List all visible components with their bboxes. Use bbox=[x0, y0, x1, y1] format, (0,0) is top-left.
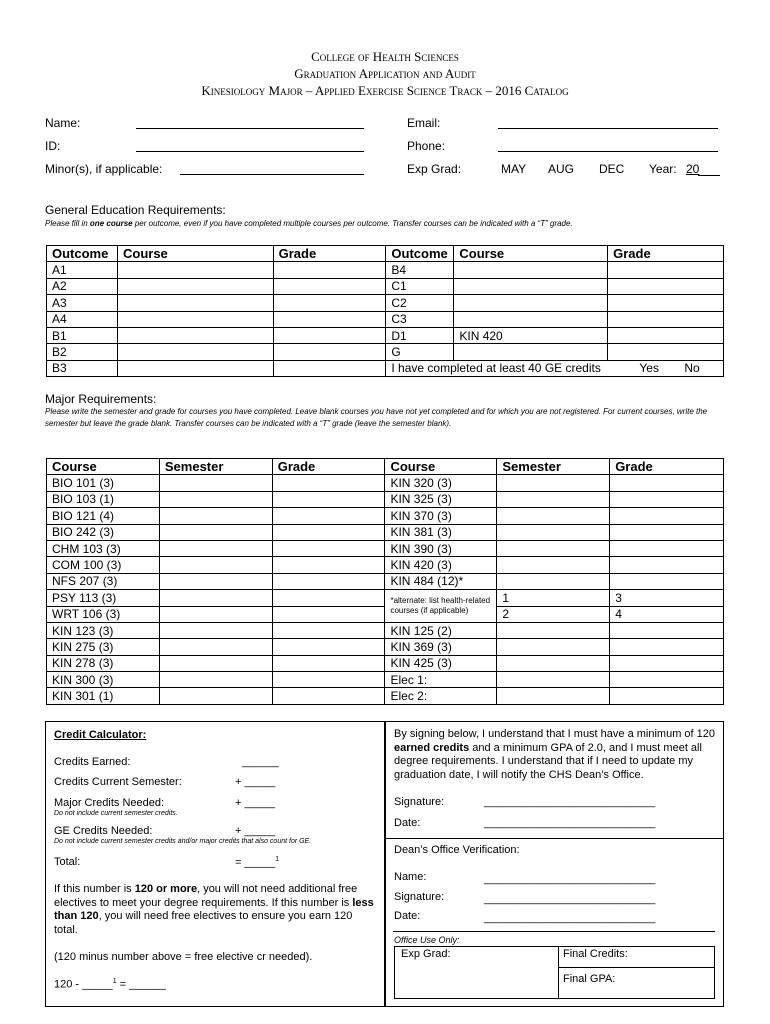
semester-cell[interactable] bbox=[497, 475, 610, 491]
dean-signature-label: Signature: bbox=[394, 891, 445, 903]
course-cell[interactable] bbox=[117, 262, 273, 278]
semester-cell[interactable] bbox=[159, 606, 272, 622]
office-title: Office Use Only: bbox=[394, 935, 460, 945]
semester-cell[interactable] bbox=[159, 524, 272, 540]
outcome-cell: C3 bbox=[386, 311, 454, 327]
table-row bbox=[47, 475, 724, 491]
course-cell: KIN 484 (12)* bbox=[385, 573, 497, 589]
course-cell[interactable] bbox=[454, 278, 608, 294]
course-cell: KIN 123 (3) bbox=[47, 622, 160, 638]
table-row bbox=[47, 639, 724, 655]
grade-cell[interactable] bbox=[610, 639, 724, 655]
semester-cell[interactable] bbox=[159, 672, 272, 688]
column-header: Outcome bbox=[47, 246, 118, 262]
course-cell[interactable] bbox=[117, 327, 273, 343]
dean-date-field[interactable]: ____________________________ bbox=[484, 912, 656, 924]
student-signature-field[interactable]: ____________________________ bbox=[484, 796, 656, 808]
major-needed-field[interactable]: + _____ bbox=[235, 797, 276, 809]
table-row bbox=[47, 327, 724, 343]
course-cell: CHM 103 (3) bbox=[47, 540, 160, 556]
grade-cell[interactable]: 3 bbox=[610, 590, 724, 606]
grade-cell[interactable] bbox=[610, 475, 724, 491]
office-final-credits: Final Credits: bbox=[563, 948, 628, 960]
course-cell: KIN 125 (2) bbox=[385, 622, 497, 638]
office-divider-vertical bbox=[558, 946, 559, 999]
course-cell: KIN 425 (3) bbox=[385, 655, 497, 671]
grade-cell[interactable] bbox=[608, 295, 724, 311]
grade-cell[interactable] bbox=[273, 278, 386, 294]
year-field[interactable] bbox=[698, 175, 720, 176]
grade-cell[interactable] bbox=[610, 508, 724, 524]
semester-cell[interactable] bbox=[159, 557, 272, 573]
table-row bbox=[47, 278, 724, 294]
course-cell: BIO 101 (3) bbox=[47, 475, 160, 491]
course-cell[interactable] bbox=[117, 278, 273, 294]
grade-cell[interactable] bbox=[273, 360, 386, 376]
phone-label: Phone: bbox=[407, 139, 446, 153]
course-cell: Elec 1: bbox=[385, 672, 497, 688]
grade-cell[interactable] bbox=[272, 590, 385, 606]
minor-label: Minor(s), if applicable: bbox=[45, 162, 163, 176]
ge-no-option[interactable]: No bbox=[684, 361, 700, 376]
grade-cell[interactable] bbox=[272, 508, 385, 524]
table-row bbox=[47, 590, 724, 606]
grade-cell[interactable] bbox=[608, 311, 724, 327]
office-exp-grad: Exp Grad: bbox=[401, 948, 451, 960]
phone-field[interactable] bbox=[498, 151, 718, 152]
course-cell: KIN 370 (3) bbox=[385, 508, 497, 524]
column-header: Grade bbox=[610, 459, 724, 475]
header-line-2: Graduation Application and Audit bbox=[294, 66, 476, 81]
grade-cell[interactable] bbox=[272, 491, 385, 507]
semester-cell[interactable] bbox=[159, 655, 272, 671]
outcome-cell: A1 bbox=[47, 262, 118, 278]
course-cell: KIN 320 (3) bbox=[385, 475, 497, 491]
course-cell: KIN 381 (3) bbox=[385, 524, 497, 540]
outcome-cell: C1 bbox=[386, 278, 454, 294]
course-cell: WRT 106 (3) bbox=[47, 606, 160, 622]
semester-cell[interactable] bbox=[497, 639, 610, 655]
course-cell[interactable] bbox=[117, 295, 273, 311]
grade-cell[interactable] bbox=[272, 655, 385, 671]
outcome-cell: B2 bbox=[47, 344, 118, 360]
option-dec[interactable]: DEC bbox=[599, 162, 625, 176]
semester-cell[interactable] bbox=[497, 622, 610, 638]
grade-cell[interactable] bbox=[272, 672, 385, 688]
semester-cell[interactable] bbox=[497, 672, 610, 688]
semester-cell[interactable] bbox=[159, 508, 272, 524]
ge-table bbox=[46, 245, 724, 377]
grade-cell[interactable] bbox=[608, 278, 724, 294]
ge-needed-note: Do not include current semester credits and/or major credits that also count for GE. bbox=[54, 838, 312, 845]
name-label: Name: bbox=[45, 116, 81, 130]
table-row bbox=[47, 524, 724, 540]
year-value[interactable]: 20 bbox=[686, 162, 700, 176]
table-row bbox=[47, 246, 724, 262]
ge-needed-field[interactable]: + _____ bbox=[235, 825, 276, 837]
major-needed-note: Do not include current semester credits. bbox=[54, 810, 178, 817]
course-cell: KIN 369 (3) bbox=[385, 639, 497, 655]
course-cell: KIN 301 (1) bbox=[47, 688, 160, 704]
total-label: Total: bbox=[54, 856, 81, 868]
course-cell: KIN 390 (3) bbox=[385, 540, 497, 556]
course-cell[interactable] bbox=[454, 311, 608, 327]
ge-needed-label: GE Credits Needed: bbox=[54, 825, 153, 837]
grade-cell[interactable] bbox=[610, 672, 724, 688]
email-label: Email: bbox=[407, 116, 441, 130]
dean-signature-field[interactable]: ____________________________ bbox=[484, 893, 656, 905]
formula-note: (120 minus number above = free elective cr needed). bbox=[54, 951, 313, 963]
table-row bbox=[47, 540, 724, 556]
grade-cell[interactable] bbox=[608, 327, 724, 343]
grade-cell[interactable] bbox=[273, 311, 386, 327]
course-cell[interactable] bbox=[117, 360, 273, 376]
grade-cell[interactable] bbox=[272, 540, 385, 556]
dean-name-field[interactable]: ____________________________ bbox=[484, 873, 656, 885]
course-cell: BIO 242 (3) bbox=[47, 524, 160, 540]
formula-line[interactable]: 120 - _____$^1$ = ______ bbox=[54, 978, 166, 991]
header-line-1: College of Health Sciences bbox=[311, 49, 459, 64]
semester-cell[interactable] bbox=[497, 688, 610, 704]
outcome-cell: B1 bbox=[47, 327, 118, 343]
table-row bbox=[47, 295, 724, 311]
grade-cell[interactable] bbox=[273, 327, 386, 343]
table-row bbox=[47, 688, 724, 704]
grade-cell[interactable] bbox=[610, 655, 724, 671]
table-row bbox=[47, 672, 724, 688]
semester-cell[interactable] bbox=[497, 655, 610, 671]
major-title: Major Requirements: bbox=[45, 392, 157, 406]
grade-cell[interactable] bbox=[610, 573, 724, 589]
ge-yes-option[interactable]: Yes bbox=[639, 361, 659, 376]
course-cell: BIO 121 (4) bbox=[47, 508, 160, 524]
major-note: Please write the semester and grade for courses you have completed. Leave blank courses you have not yet completed and for which you are not registered. For current courses, write the semester but leave the grade blank. Transfer courses can be indicated with a “T” grade (leave the semester blank). bbox=[45, 407, 708, 428]
course-cell: NFS 207 (3) bbox=[47, 573, 160, 589]
table-row bbox=[47, 262, 724, 278]
grade-cell[interactable] bbox=[273, 344, 386, 360]
semester-cell[interactable] bbox=[159, 540, 272, 556]
course-cell: KIN 325 (3) bbox=[385, 491, 497, 507]
grade-cell[interactable] bbox=[610, 557, 724, 573]
course-cell[interactable] bbox=[454, 262, 608, 278]
id-label: ID: bbox=[45, 139, 61, 153]
semester-cell[interactable] bbox=[159, 491, 272, 507]
grade-cell[interactable] bbox=[272, 606, 385, 622]
semester-cell[interactable] bbox=[159, 590, 272, 606]
grade-cell[interactable] bbox=[272, 639, 385, 655]
course-cell: KIN 300 (3) bbox=[47, 672, 160, 688]
semester-cell[interactable]: 1 bbox=[497, 590, 610, 606]
minor-field[interactable] bbox=[180, 174, 364, 175]
grade-cell[interactable] bbox=[608, 262, 724, 278]
dean-name-label: Name: bbox=[394, 871, 427, 883]
major-needed-label: Major Credits Needed: bbox=[54, 797, 165, 809]
grade-cell[interactable] bbox=[610, 491, 724, 507]
credits-current-label: Credits Current Semester: bbox=[54, 776, 182, 788]
table-row bbox=[47, 622, 724, 638]
column-header: Course bbox=[47, 459, 160, 475]
column-header: Grade bbox=[272, 459, 385, 475]
credits-current-field[interactable]: + _____ bbox=[235, 776, 276, 788]
dean-date-label: Date: bbox=[394, 910, 421, 922]
column-header: Course bbox=[117, 246, 273, 262]
course-cell[interactable] bbox=[117, 344, 273, 360]
course-cell: Elec 2: bbox=[385, 688, 497, 704]
credits-earned-field[interactable]: ______ bbox=[242, 756, 279, 768]
outcome-cell: G bbox=[386, 344, 454, 360]
column-header: Course bbox=[454, 246, 608, 262]
option-may[interactable]: MAY bbox=[501, 162, 527, 176]
course-cell[interactable] bbox=[454, 344, 608, 360]
semester-cell[interactable] bbox=[497, 508, 610, 524]
course-cell: KIN 275 (3) bbox=[47, 639, 160, 655]
course-cell: PSY 113 (3) bbox=[47, 590, 160, 606]
student-date-field[interactable]: ____________________________ bbox=[484, 817, 656, 829]
outcome-cell: A3 bbox=[47, 295, 118, 311]
ge-credits-statement: I have completed at least 40 GE credits bbox=[391, 361, 601, 376]
student-signature-label: Signature: bbox=[394, 796, 445, 808]
office-final-gpa: Final GPA: bbox=[563, 973, 616, 985]
grade-cell[interactable] bbox=[272, 573, 385, 589]
ge-note: Please fill in one course per outcome, even if you have completed multiple courses per outcome. Transfer courses can be indicated with a “T” grade. bbox=[45, 219, 573, 228]
course-cell: COM 100 (3) bbox=[47, 557, 160, 573]
id-field[interactable] bbox=[136, 151, 364, 152]
semester-cell[interactable] bbox=[497, 573, 610, 589]
name-field[interactable] bbox=[136, 128, 364, 129]
outcome-cell: A4 bbox=[47, 311, 118, 327]
grade-cell[interactable] bbox=[610, 540, 724, 556]
signing-statement: By signing below, I understand that I must have a minimum of 120 earned credits and a minimum GPA of 2.0, and I must meet all degree requirements. I understand that if I need to update my graduation date, I will notify the CHS Dean’s Office. bbox=[394, 728, 716, 781]
alternate-note: *alternate: list health-related courses (if applicable) bbox=[385, 590, 497, 623]
column-header: Semester bbox=[159, 459, 272, 475]
column-header: Grade bbox=[273, 246, 386, 262]
total-field[interactable]: = _____$^1$ bbox=[235, 856, 279, 869]
semester-cell[interactable]: 2 bbox=[497, 606, 610, 622]
grade-cell[interactable] bbox=[272, 475, 385, 491]
column-header: Semester bbox=[497, 459, 610, 475]
table-row bbox=[47, 344, 724, 360]
grade-cell[interactable] bbox=[610, 524, 724, 540]
major-table bbox=[46, 458, 724, 705]
outcome-cell: D1 bbox=[386, 327, 454, 343]
semester-cell[interactable] bbox=[159, 688, 272, 704]
course-cell[interactable] bbox=[117, 311, 273, 327]
outcome-cell: C2 bbox=[386, 295, 454, 311]
outcome-cell: B4 bbox=[386, 262, 454, 278]
option-aug[interactable]: AUG bbox=[548, 162, 575, 176]
table-row bbox=[47, 491, 724, 507]
email-field[interactable] bbox=[498, 128, 718, 129]
semester-cell[interactable] bbox=[159, 573, 272, 589]
course-cell: KIN 420 bbox=[454, 327, 608, 343]
table-row bbox=[47, 508, 724, 524]
table-row bbox=[47, 311, 724, 327]
course-cell: KIN 278 (3) bbox=[47, 655, 160, 671]
column-header: Outcome bbox=[386, 246, 454, 262]
semester-cell[interactable] bbox=[159, 622, 272, 638]
semester-cell[interactable] bbox=[497, 540, 610, 556]
semester-cell[interactable] bbox=[497, 491, 610, 507]
table-row bbox=[47, 573, 724, 589]
table-row bbox=[47, 459, 724, 475]
expgrad-label: Exp Grad: bbox=[407, 162, 462, 176]
grade-cell[interactable] bbox=[272, 688, 385, 704]
grade-cell[interactable] bbox=[272, 622, 385, 638]
grade-cell[interactable] bbox=[273, 295, 386, 311]
grade-cell[interactable] bbox=[608, 344, 724, 360]
calculator-explanation: If this number is 120 or more, you will not need additional free electives to meet your degree requirements. If this number is less than 120, you will need free electives to ensure you earn 120 total. bbox=[54, 883, 374, 936]
dean-title: Dean’s Office Verification: bbox=[394, 844, 520, 856]
year-label: Year: bbox=[649, 162, 677, 176]
credits-earned-label: Credits Earned: bbox=[54, 756, 131, 768]
course-cell: BIO 103 (1) bbox=[47, 491, 160, 507]
grade-cell[interactable] bbox=[272, 524, 385, 540]
grade-cell[interactable]: 4 bbox=[610, 606, 724, 622]
semester-cell[interactable] bbox=[159, 475, 272, 491]
grade-cell[interactable] bbox=[610, 622, 724, 638]
office-divider-horizontal bbox=[558, 967, 715, 968]
table-row bbox=[47, 655, 724, 671]
outcome-cell: A2 bbox=[47, 278, 118, 294]
table-row bbox=[47, 360, 724, 376]
student-date-label: Date: bbox=[394, 817, 421, 829]
course-cell: KIN 420 (3) bbox=[385, 557, 497, 573]
grade-cell[interactable] bbox=[610, 688, 724, 704]
ge-title: General Education Requirements: bbox=[45, 203, 226, 217]
semester-cell[interactable] bbox=[159, 639, 272, 655]
column-header: Grade bbox=[608, 246, 724, 262]
course-cell[interactable] bbox=[454, 295, 608, 311]
office-divider bbox=[393, 931, 715, 932]
column-header: Course bbox=[385, 459, 497, 475]
header-line-3: Kinesiology Major – Applied Exercise Science Track – 2016 Catalog bbox=[201, 83, 569, 98]
grade-cell[interactable] bbox=[272, 557, 385, 573]
outcome-cell: B3 bbox=[47, 360, 118, 376]
ge-credits-row bbox=[386, 360, 724, 376]
grade-cell[interactable] bbox=[273, 262, 386, 278]
calculator-title: Credit Calculator: bbox=[54, 729, 147, 741]
table-row bbox=[47, 557, 724, 573]
semester-cell[interactable] bbox=[497, 557, 610, 573]
semester-cell[interactable] bbox=[497, 524, 610, 540]
